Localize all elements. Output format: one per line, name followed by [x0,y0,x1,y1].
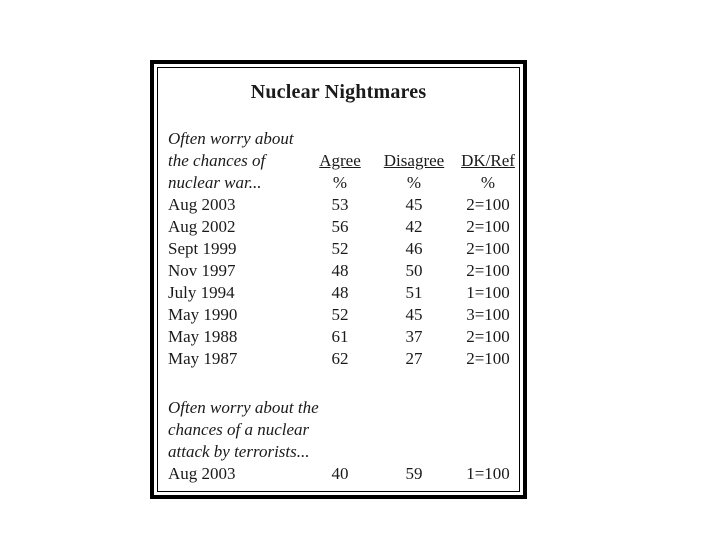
row-disagree: 46 [405,239,423,258]
row-disagree: 45 [405,195,423,214]
row-date: May 1987 [168,349,238,368]
table-frame [150,60,527,499]
row-agree: 56 [331,217,349,236]
row-disagree: 27 [405,349,423,368]
row-dkref: 2=100 [466,195,510,214]
row-dkref: 2=100 [466,327,510,346]
row-dkref: 2=100 [466,239,510,258]
unit-disagree: % [406,173,422,192]
unit-dkref: % [480,173,496,192]
row-dkref: 2=100 [466,217,510,236]
row-dkref: 1=100 [466,464,510,483]
row-agree: 62 [331,349,349,368]
unit-agree: % [332,173,348,192]
row-dkref: 3=100 [466,305,510,324]
row-date: Nov 1997 [168,261,236,280]
row-disagree: 59 [405,464,423,483]
row-date: Sept 1999 [168,239,237,258]
header-agree: Agree [319,151,361,170]
row-agree: 48 [331,283,349,302]
question1-line-3: nuclear war... [168,173,262,192]
row-agree: 61 [331,327,349,346]
row-disagree: 51 [405,283,423,302]
row-date: Aug 2002 [168,217,236,236]
row-dkref: 1=100 [466,283,510,302]
row-date: Aug 2003 [168,464,236,483]
header-disagree: Disagree [383,151,445,170]
row-agree: 48 [331,261,349,280]
row-disagree: 42 [405,217,423,236]
table-title: Nuclear Nightmares [250,81,427,103]
row-dkref: 2=100 [466,349,510,368]
question1-line-1: Often worry about [168,129,294,148]
row-agree: 40 [331,464,349,483]
question2-line-1: Often worry about the [168,398,319,417]
row-date: May 1990 [168,305,238,324]
question2-line-3: attack by terrorists... [168,442,310,461]
row-disagree: 45 [405,305,423,324]
row-date: July 1994 [168,283,235,302]
row-date: May 1988 [168,327,238,346]
question2-line-2: chances of a nuclear [168,420,310,439]
header-dkref: DK/Ref [461,151,515,170]
row-disagree: 37 [405,327,423,346]
row-agree: 52 [331,305,349,324]
row-agree: 53 [331,195,349,214]
row-date: Aug 2003 [168,195,236,214]
row-disagree: 50 [405,261,423,280]
row-agree: 52 [331,239,349,258]
question1-line-2: the chances of [168,151,266,170]
row-dkref: 2=100 [466,261,510,280]
